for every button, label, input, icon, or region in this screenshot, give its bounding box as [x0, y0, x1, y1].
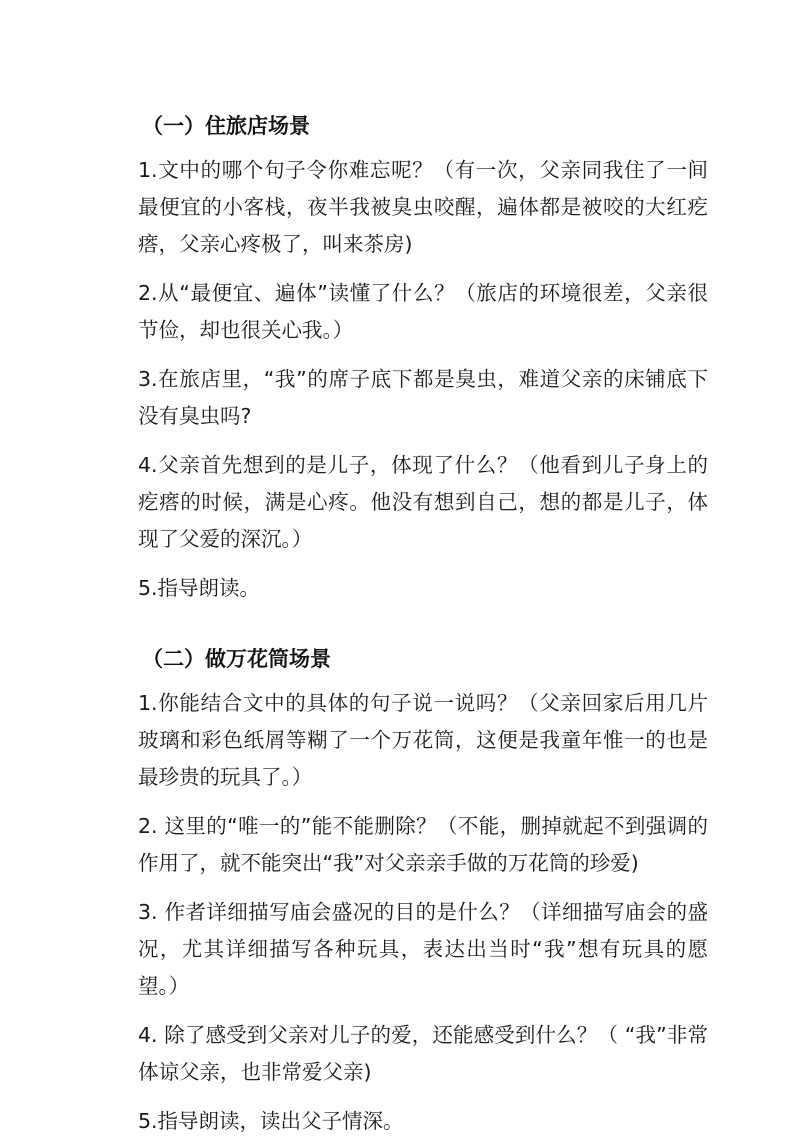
question-item: 5.指导朗读。: [138, 576, 261, 600]
question-item: 4.父亲首先想到的是儿子，体现了什么？（他看到儿子身上的疙瘩的时候，满是心疼。他没有想到自己，想的都是儿子，体现了父爱的深沉。）: [138, 453, 708, 551]
question-item: 5.指导朗读，读出父子情深。: [138, 1109, 404, 1133]
question-item: 2.从“最便宜、遍体”读懂了什么？（旅店的环境很差，父亲很节俭，却也很关心我。）: [138, 281, 708, 342]
question-item: 3.在旅店里，“我”的席子底下都是臭虫，难道父亲的床铺底下没有臭虫吗?: [138, 367, 708, 428]
section-heading: （二）做万花筒场景: [142, 647, 331, 671]
question-item: 4. 除了感受到父亲对儿子的爱，还能感受到什么？（ “我”非常体谅父亲，也非常爱父亲): [138, 1023, 708, 1084]
section-heading: （一）住旅店场景: [142, 114, 310, 138]
question-item: 3. 作者详细描写庙会盛况的目的是什么？（详细描写庙会的盛况，尤其详细描写各种玩具，表达出当时“我”想有玩具的愿望。）: [138, 900, 708, 998]
question-item: 2. 这里的“唯一的”能不能删除？（不能，删掉就起不到强调的作用了，就不能突出“我”对父亲亲手做的万花筒的珍爱): [138, 814, 708, 875]
question-item: 1.你能结合文中的具体的句子说一说吗？（父亲回家后用几片玻璃和彩色纸屑等糊了一个万花筒，这便是我童年惟一的也是最珍贵的玩具了。）: [138, 691, 708, 789]
section-lodging-scene: [138, 108, 708, 607]
document-content: [138, 108, 708, 1140]
question-item: 1.文中的哪个句子令你难忘呢？（有一次，父亲同我住了一间最便宜的小客栈，夜半我被臭虫咬醒，遍体都是被咬的大红疙瘩，父亲心疼极了，叫来茶房): [138, 158, 708, 256]
section-kaleidoscope-scene: [138, 641, 708, 1140]
